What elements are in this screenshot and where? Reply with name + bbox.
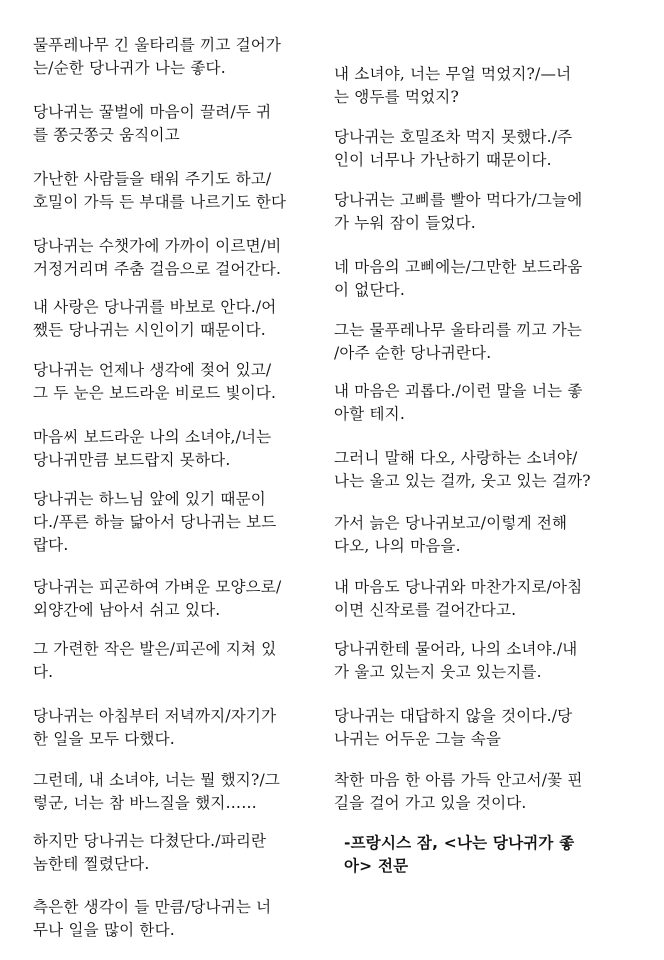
stanza-right-3: 당나귀는 고삐를 빨아 먹다가/그늘에 가 누워 잠이 들었다. xyxy=(334,191,583,232)
stanza-left-12: 그런데, 내 소녀야, 너는 뭘 했지?/그 렇군, 너는 참 바느질을 했지…… xyxy=(33,771,281,812)
stanza-left-14: 측은한 생각이 들 만큼/당나귀는 너 무나 일을 많이 한다. xyxy=(33,898,272,939)
stanza-right-8: 가서 늙은 당나귀보고/이렇게 전해 다오, 나의 마음을. xyxy=(334,514,568,555)
stanza-left-11: 당나귀는 아침부터 저녁까지/자기가 한 일을 모두 다했다. xyxy=(33,707,277,748)
stanza-left-4: 당나귀는 수챗가에 가까이 이르면/비 거정거리며 주춤 걸음으로 걸어간다. xyxy=(33,237,282,278)
stanza-left-6: 당나귀는 언제나 생각에 젖어 있고/ 그 두 눈은 보드라운 비로드 빛이다. xyxy=(33,361,277,402)
stanza-right-9: 내 마음도 당나귀와 마찬가지로/아침 이면 신작로를 걸어간다고. xyxy=(334,578,583,619)
stanza-left-10: 그 가련한 작은 발은/피곤에 지쳐 있 다. xyxy=(33,640,277,681)
stanza-left-5: 내 사랑은 당나귀를 바보로 안다./어 쨌든 당나귀는 시인이기 때문이다. xyxy=(33,298,277,339)
stanza-right-11: 당나귀는 대답하지 않을 것이다./당 나귀는 어두운 그늘 속을 xyxy=(334,707,573,748)
stanza-left-7: 마음씨 보드라운 나의 소녀야,/너는 당나귀만큼 보드랍지 못하다. xyxy=(33,428,272,469)
stanza-right-1: 내 소녀야, 너는 무얼 먹었지?/—너 는 앵두를 먹었지? xyxy=(334,65,572,106)
stanza-left-2: 당나귀는 꿀벌에 마음이 끌려/두 귀 를 쫑긋쫑긋 움직이고 xyxy=(33,103,272,144)
stanza-right-7: 그러니 말해 다오, 사랑하는 소녀야/ 나는 울고 있는 걸까, 웃고 있는 걸까? xyxy=(334,449,591,490)
stanza-right-2: 당나귀는 호밀조차 먹지 못했다./주 인이 너무나 가난하기 때문이다. xyxy=(334,128,573,169)
stanza-right-10: 당나귀한테 물어라, 나의 소녀야./내 가 울고 있는지 웃고 있는지를. xyxy=(334,640,578,681)
stanza-right-5: 그는 물푸레나무 울타리를 끼고 가는 /아주 순한 당나귀란다. xyxy=(334,321,583,362)
stanza-left-9: 당나귀는 피곤하여 가벼운 모양으로/ 외양간에 남아서 쉬고 있다. xyxy=(33,578,282,619)
stanza-left-13: 하지만 당나귀는 다쳤단다./파리란 놈한테 찔렸단다. xyxy=(33,832,267,873)
poem-attribution: -프랑시스 잠, <나는 당나귀가 좋 아> 전문 xyxy=(344,834,575,875)
stanza-right-6: 내 마음은 괴롭다./이런 말을 너는 좋 아할 테지. xyxy=(334,382,583,423)
stanza-left-1: 물푸레나무 긴 울타리를 끼고 걸어가 는/순한 당나귀가 나는 좋다. xyxy=(33,36,282,77)
stanza-right-12: 착한 마음 한 아름 가득 안고서/꽃 핀 길을 걸어 가고 있을 것이다. xyxy=(334,771,583,812)
stanza-left-8: 당나귀는 하느님 앞에 있기 때문이 다./푸른 하늘 닮아서 당나귀는 보드 랍다. xyxy=(33,490,277,554)
stanza-right-4: 네 마음의 고삐에는/그만한 보드라움 이 없단다. xyxy=(334,258,583,299)
stanza-left-3: 가난한 사람들을 태워 주기도 하고/ 호밀이 가득 든 부대를 나르기도 한다 xyxy=(33,170,287,211)
